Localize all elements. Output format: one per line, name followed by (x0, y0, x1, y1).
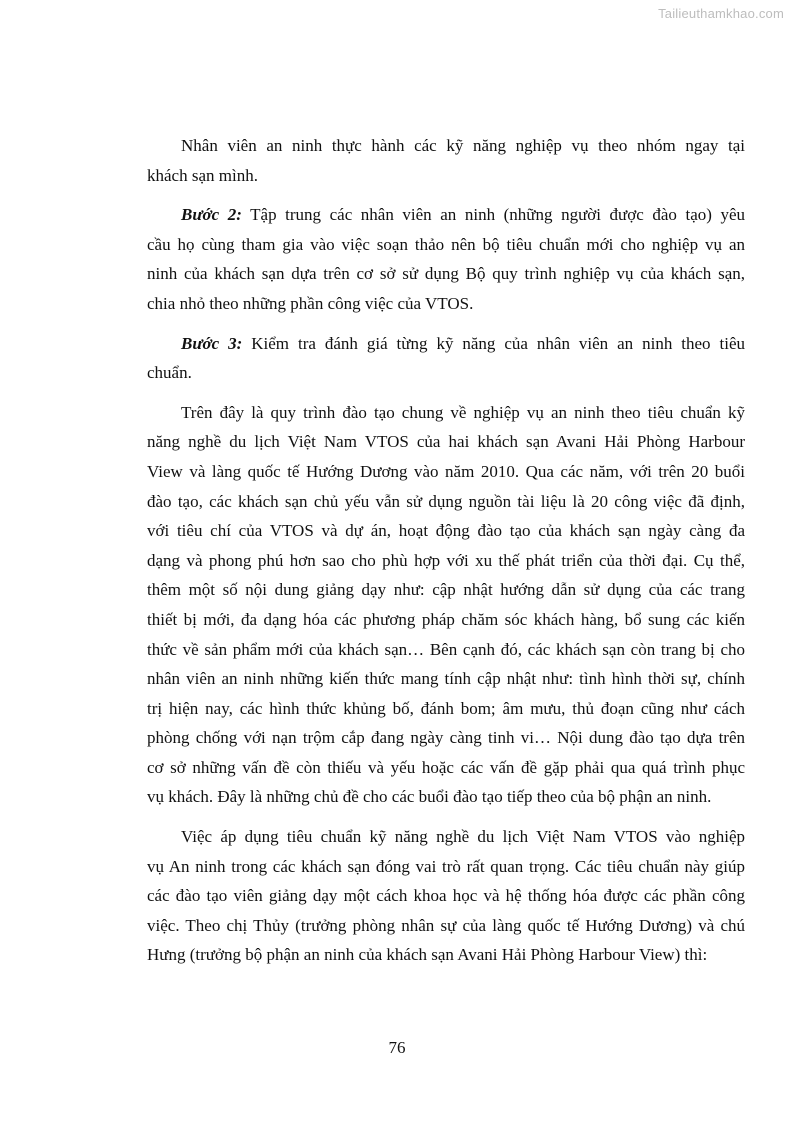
line-text: trị hiện nay, các hình thức khủng bố, đánh bom; âm mưu, thủ đoạn cũng như cách (147, 698, 745, 718)
line-text: Tập trung các nhân viên an ninh (những người được đào tạo) yêu (241, 205, 746, 225)
text-line (147, 546, 745, 576)
text-line (147, 289, 745, 319)
line-text: Nhân viên an ninh thực hành các kỹ năng nghiệp vụ theo nhóm ngay tại (181, 136, 745, 155)
page-number: 76 (388, 1038, 406, 1057)
line-text: việc. Theo chị Thủy (trưởng phòng nhân sự của làng quốc tế Hướng Dương) và chú (147, 915, 745, 935)
document-body (147, 131, 745, 980)
line-text: Hưng (trưởng bộ phận an ninh của khách sạn Avani Hải Phòng Harbour View) thì: (147, 945, 708, 965)
paragraph (147, 822, 745, 970)
line-text: chia nhỏ theo những phần công việc của VTOS. (147, 293, 474, 313)
line-text: thêm một số nội dung giảng dạy như: cập nhật hướng dẫn sử dụng của các trang (147, 580, 745, 600)
line-text: cầu họ cùng tham gia vào việc soạn thảo nên bộ tiêu chuẩn mới cho nghiệp vụ an (147, 234, 745, 254)
step-label: Bước 3: (181, 333, 243, 353)
line-text: vụ khách. Đây là những chủ đề cho các buổi đào tạo tiếp theo của bộ phận an ninh. (147, 787, 712, 807)
line-text: khách sạn mình. (147, 165, 258, 185)
line-text: phòng chống với nạn trộm cắp đang ngày càng tinh vi… Nội dung đào tạo dựa trên (147, 728, 745, 748)
text-line (147, 753, 745, 783)
text-line (147, 723, 745, 753)
text-line (147, 852, 745, 882)
text-line (147, 664, 745, 694)
text-line (147, 881, 745, 911)
text-line (147, 635, 745, 665)
line-text: cơ sở những vấn đề còn thiếu và yếu hoặc các vấn đề gặp phải qua quá trình phục (147, 757, 745, 777)
line-text: với tiêu chí của VTOS và dự án, hoạt động đào tạo của khách sạn ngày càng đa (147, 521, 745, 541)
line-text: Trên đây là quy trình đào tạo chung về nghiệp vụ an ninh theo tiêu chuẩn kỹ (181, 402, 745, 422)
text-line (147, 782, 745, 812)
watermark: Tailieuthamkhao.com (658, 6, 784, 21)
text-line (147, 200, 745, 230)
line-text: các đào tạo viên giảng dạy một cách khoa học và hệ thống hóa được các phần công (147, 886, 745, 906)
text-line (147, 605, 745, 635)
line-text: thiết bị mới, đa dạng hóa các phương pháp chăm sóc khách hàng, bổ sung các kiến (147, 609, 745, 629)
text-line (147, 911, 745, 941)
text-line (147, 487, 745, 517)
text-line (147, 398, 745, 428)
line-text: chuẩn. (147, 363, 192, 383)
line-text: ninh của khách sạn dựa trên cơ sở sử dụng Bộ quy trình nghiệp vụ của khách sạn, (147, 264, 745, 284)
text-line (147, 694, 745, 724)
line-text: View và làng quốc tế Hướng Dương vào năm 2010. Qua các năm, với trên 20 buổi (147, 461, 745, 481)
paragraph (147, 131, 745, 190)
text-line (147, 358, 745, 388)
text-line (147, 822, 745, 852)
text-line (147, 259, 745, 289)
paragraph (147, 329, 745, 388)
text-line (147, 427, 745, 457)
line-text: vụ An ninh trong các khách sạn đóng vai trò rất quan trọng. Các tiêu chuẩn này giúp (147, 856, 745, 876)
text-line (147, 516, 745, 546)
paragraph (147, 200, 745, 318)
line-text: Kiểm tra đánh giá từng kỹ năng của nhân viên an ninh theo tiêu (242, 333, 745, 353)
text-line (147, 131, 745, 161)
text-line (147, 575, 745, 605)
text-line (147, 329, 745, 359)
step-label: Bước 2: (181, 205, 242, 225)
text-line (147, 457, 745, 487)
line-text: dạng và phong phú hơn sao cho phù hợp với xu thế phát triển của thời đại. Cụ thể, (147, 550, 745, 570)
text-line (147, 940, 745, 970)
line-text: thức về sản phẩm mới của khách sạn… Bên cạnh đó, các khách sạn còn trang bị cho (147, 639, 745, 659)
line-text: năng nghề du lịch Việt Nam VTOS của hai khách sạn Avani Hải Phòng Harbour (147, 432, 745, 452)
line-text: nhân viên an ninh những kiến thức mang tính cập nhật như: tình hình thời sự, chính (147, 669, 745, 689)
paragraph (147, 398, 745, 812)
line-text: Việc áp dụng tiêu chuẩn kỹ năng nghề du lịch Việt Nam VTOS vào nghiệp (181, 827, 745, 847)
text-line (147, 161, 745, 191)
line-text: đào tạo, các khách sạn chủ yếu vẫn sử dụng nguồn tài liệu là 20 công việc đã định, (147, 491, 745, 511)
text-line (147, 230, 745, 260)
